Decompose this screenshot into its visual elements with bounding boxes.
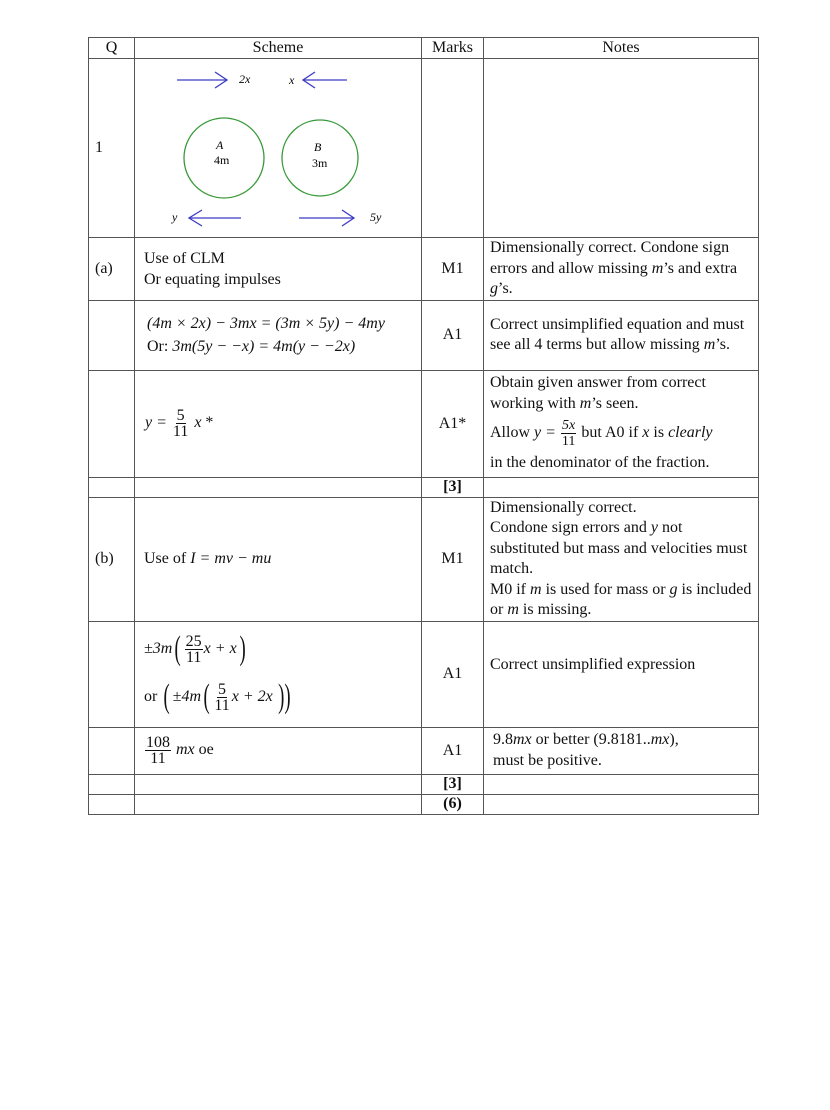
particle-a-label: A <box>216 138 224 152</box>
mark-value: A1* <box>422 370 484 477</box>
part-b-total: [3] <box>422 774 484 794</box>
collision-diagram <box>135 59 422 238</box>
scheme-expression: $\frac{108}{11}$ mx oe <box>135 727 422 774</box>
part-a-row-3 <box>89 370 759 477</box>
note-text: Correct unsimplified expression <box>484 621 759 727</box>
velocity-5y-label: 5y <box>370 210 382 224</box>
header-q: Q <box>89 38 135 59</box>
header-notes: Notes <box>484 38 759 59</box>
part-b-total-row <box>89 774 759 794</box>
scheme-equation: y = $\frac{5}{11}$ x * <box>135 370 422 477</box>
particle-b-mass: 3m <box>312 156 328 170</box>
part-a-row-1 <box>89 238 759 301</box>
note-text: Dimensionally correct. Condone sign errors and y not substituted but mass and velocities must match. M0 if m is used for mass or g is included or m is missing. <box>484 497 759 621</box>
mark-value: A1 <box>422 621 484 727</box>
scheme-text: Use of I = mv − mu <box>135 497 422 621</box>
note-text: Obtain given answer from correct working with m’s seen. Allow y = $\frac{5x}{11}$ but A0 if x is clearly in the denominator of the fraction. <box>484 370 759 477</box>
header-marks: Marks <box>422 38 484 59</box>
scheme-text: Use of CLM <box>144 249 225 267</box>
diagram-row <box>89 59 759 238</box>
part-b-row-3 <box>89 727 759 774</box>
grand-total: (6) <box>422 794 484 814</box>
mark-scheme-table <box>88 37 759 815</box>
mark-value: M1 <box>422 497 484 621</box>
header-row <box>89 38 759 59</box>
particle-a-mass: 4m <box>214 153 230 167</box>
question-number: 1 <box>89 59 135 238</box>
part-a-total: [3] <box>422 477 484 497</box>
mark-value: A1 <box>422 300 484 370</box>
scheme-text: Or equating impulses <box>144 270 281 288</box>
mark-scheme <box>88 37 758 815</box>
grand-total-row <box>89 794 759 814</box>
part-a-total-row <box>89 477 759 497</box>
note-text: 9.8mx or better (9.8181..mx), must be positive. <box>484 727 759 774</box>
part-b-row-1 <box>89 497 759 621</box>
part-a-label: (a) <box>89 238 135 301</box>
scheme-expression: ±3m ( $\frac{25}{11}$ x + x ) or ( ±4m ( $\frac{5}{11}$ x + 2x )) <box>135 621 422 727</box>
note-text: Dimensionally correct. Condone sign errors and allow missing m’s and extra g’s. <box>484 238 759 301</box>
header-scheme: Scheme <box>135 38 422 59</box>
note-text: Correct unsimplified equation and must see all 4 terms but allow missing m’s. <box>484 300 759 370</box>
part-b-label: (b) <box>89 497 135 621</box>
part-a-row-2 <box>89 300 759 370</box>
part-b-row-2 <box>89 621 759 727</box>
velocity-2x-label: 2x <box>239 72 251 86</box>
particle-b-label: B <box>314 140 322 154</box>
mark-value: A1 <box>422 727 484 774</box>
mark-value: M1 <box>422 238 484 301</box>
velocity-y-label: y <box>172 210 178 224</box>
velocity-x-label: x <box>289 73 295 87</box>
scheme-equation: Or: 3m(5y − −x) = 4m(y − −2x) <box>147 338 356 355</box>
scheme-equation: (4m × 2x) − 3mx = (3m × 5y) − 4my <box>147 315 385 332</box>
